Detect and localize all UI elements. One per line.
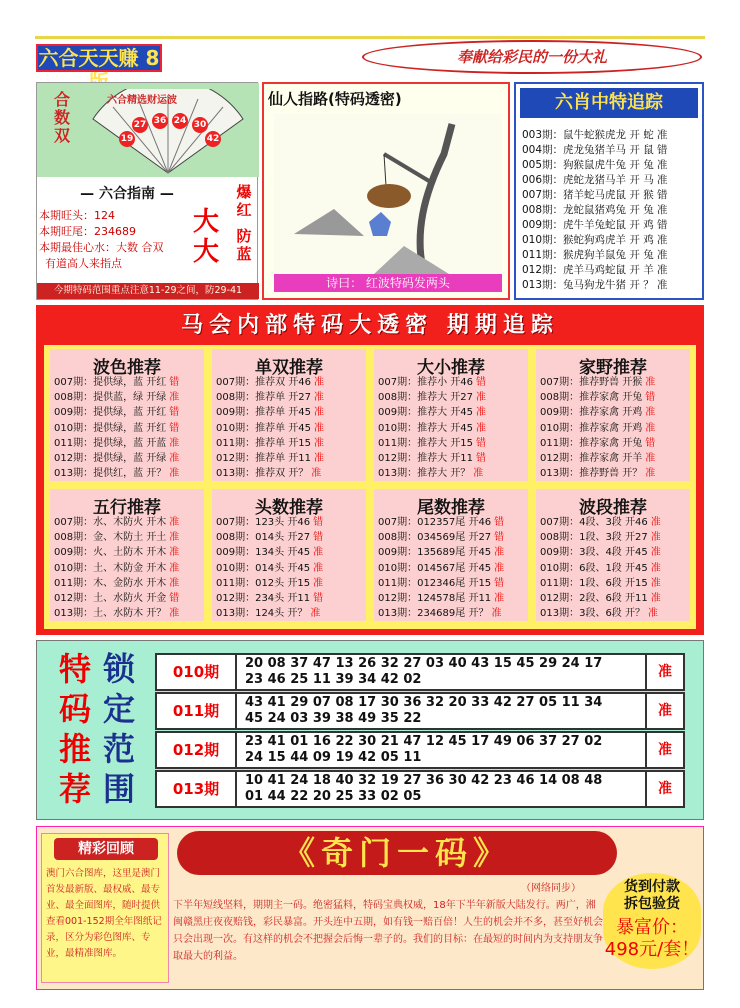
- horse-cards: [44, 345, 696, 629]
- lock-row: [155, 731, 685, 769]
- horse-card-row: 011期：012346尾 开15 错: [378, 577, 505, 589]
- lock-period: 011期: [157, 694, 237, 728]
- guide-line: 有道高人来指点: [45, 257, 122, 270]
- horse-card-row: 010期：014头 开45 准: [216, 562, 324, 574]
- lock-char: 推: [58, 730, 91, 768]
- lock-period: 013期: [157, 772, 237, 806]
- lock-mark: 准: [645, 694, 683, 728]
- horse-card-row: 010期：推荐家禽 开鸡 准: [540, 422, 656, 434]
- horse-card-row: 012期：提供绿，蓝 开绿 准: [54, 453, 180, 464]
- horse-card-title: 头数推荐: [255, 498, 323, 518]
- lock-char: 锁: [102, 650, 135, 688]
- guide-line: 本期旺尾：234689: [39, 225, 136, 238]
- fan-ball: 19: [119, 131, 135, 147]
- zodiac-row: 012期：虎羊马鸡蛇鼠 开 羊 准: [522, 264, 668, 276]
- horse-card-row: 013期：推荐大 开？ 准: [378, 468, 484, 480]
- horse-card-row: 009期：火、土防木 开木 准: [54, 547, 180, 559]
- horse-card-row: 010期：提供绿，蓝 开红 错: [54, 422, 180, 434]
- horse-card-row: 009期：推荐单 开45 准: [216, 407, 324, 419]
- horse-card-row: 010期：土、木防金 开木 准: [54, 562, 180, 574]
- horse-card-row: 009期：3段、4段 开45 准: [540, 547, 661, 559]
- horse-panel: [36, 305, 704, 635]
- big-char: 大: [193, 237, 220, 267]
- horse-card-row: 009期：135689尾 开45 准: [378, 547, 505, 559]
- lock-left-col: [55, 649, 95, 809]
- tree-barrel-icon: [274, 114, 502, 274]
- horse-card-row: 013期：提供红，蓝 开？ 准: [54, 468, 180, 480]
- horse-card-row: 012期：土、水防火 开金 错: [54, 593, 180, 604]
- horse-card-row: 012期：推荐家禽 开羊 准: [540, 453, 656, 464]
- lock-numbers: 43 41 29 07 08 17 30 36 32 20 33 42 27 05 11 34 45 24 03 39 38 49 35 22: [245, 695, 603, 726]
- horse-card-row: 010期：推荐单 开45 准: [216, 422, 324, 434]
- side-blue: 防蓝: [236, 227, 252, 263]
- horse-card-row: 008期：推荐家禽 开兔 错: [540, 392, 656, 404]
- horse-card-title: 大小推荐: [417, 358, 485, 378]
- horse-card-row: 007期：提供绿，蓝 开红 错: [54, 377, 180, 388]
- horse-card-row: 007期：123头 开46 错: [216, 517, 324, 528]
- horse-card-row: 009期：134头 开45 准: [216, 547, 324, 559]
- fan-ball: 27: [132, 117, 148, 133]
- guide-panel: [36, 82, 258, 300]
- horse-card-row: 013期：推荐双 开？ 准: [216, 468, 322, 480]
- horse-card-title: 尾数推荐: [417, 498, 485, 518]
- horse-card-row: 008期：014头 开27 错: [216, 532, 324, 544]
- lock-numbers: 23 41 01 16 22 30 21 47 12 45 17 49 06 37 27 02 24 15 44 09 19 42 05 11: [245, 734, 603, 765]
- zodiac-row: 008期：龙蛇鼠猪鸡兔 开 兔 准: [522, 204, 668, 216]
- bottom-panel: [36, 826, 704, 990]
- lock-mark: 准: [645, 655, 683, 689]
- horse-card-row: 013期：124头 开？ 准: [216, 608, 321, 620]
- horse-card-row: 011期：推荐单 开15 准: [216, 437, 324, 449]
- lock-mark: 准: [645, 772, 683, 806]
- horse-card: [212, 349, 366, 481]
- horse-card-row: 011期：提供绿，蓝 开蓝 准: [54, 437, 180, 449]
- zodiac-row: 005期：狗猴鼠虎牛兔 开 兔 准: [522, 159, 668, 171]
- lock-char: 范: [102, 730, 135, 768]
- price-badge-bottom: 暴富价： 498元/套！: [604, 917, 700, 960]
- horse-card-row: 007期：推荐双 开46 准: [216, 377, 324, 388]
- zodiac-row: 009期：虎牛羊兔蛇鼠 开 鸡 错: [522, 219, 668, 231]
- immortal-title: 仙人指路(特码透密): [268, 90, 402, 108]
- horse-card-row: 012期：124578尾 开11 准: [378, 593, 505, 604]
- bottom-body: 下半年短线坚料，期期主一码。绝密猛料，特码宝典权威，18年下半年新版大陆发行。两广，湘闽赣黑庄夜夜赔钱，彩民暴富。开头连中五期，如有钱一赔百倍！人生的机会并不多，甚至好机会只会出现一次。有这样的机会不把握会后悔一辈子的。我们的目标：在最短的时间内为支持朋友争取最大的利益。: [173, 900, 603, 962]
- horse-card: [50, 349, 204, 481]
- horse-card-row: 008期：金、木防土 开土 准: [54, 532, 180, 544]
- fan-title: 六合精选财运波: [107, 95, 177, 106]
- lock-right-col: [99, 649, 139, 809]
- horse-card-row: 011期：推荐大 开15 错: [378, 437, 486, 449]
- horse-card-row: 012期：2段、6段 开11 准: [540, 593, 661, 604]
- horse-card: [50, 489, 204, 621]
- horse-card-row: 012期：234头 开11 错: [216, 593, 324, 604]
- horse-card: [536, 489, 690, 621]
- lock-period: 010期: [157, 655, 237, 689]
- zodiac-row: 007期：猪羊蛇马虎鼠 开 猴 错: [522, 189, 668, 201]
- zodiac-row: 013期：兔马狗龙牛猪 开 ？ 准: [522, 279, 668, 291]
- review-box: [41, 833, 169, 983]
- horse-card-row: 010期：6段、1段 开45 准: [540, 562, 661, 574]
- header-divider: [35, 36, 705, 39]
- horse-card-title: 五行推荐: [93, 498, 161, 518]
- six-zodiac-panel: [514, 82, 704, 300]
- lock-char: 特: [58, 650, 91, 688]
- immortal-illustration: [274, 114, 502, 274]
- zodiac-row: 010期：猴蛇狗鸡虎羊 开 鸡 准: [522, 234, 668, 246]
- horse-card-row: 011期：012头 开15 准: [216, 577, 324, 589]
- fan-ball: 42: [205, 131, 221, 147]
- fan-ball: 36: [152, 113, 168, 129]
- lock-numbers: 10 41 24 18 40 32 19 27 36 30 42 23 46 14 08 48 01 44 22 20 25 33 02 05: [245, 773, 603, 804]
- horse-card-row: 009期：提供绿，蓝 开红 错: [54, 407, 180, 419]
- horse-card: [374, 349, 528, 481]
- six-zodiac-title: 六肖中特追踪: [520, 88, 698, 118]
- horse-card-row: 007期：012357尾 开46 错: [378, 517, 505, 528]
- fan-ball: 24: [172, 113, 188, 129]
- fan-illustration: [37, 83, 259, 177]
- horse-card-row: 007期：4段、3段 开46 准: [540, 517, 661, 528]
- horse-card-row: 008期：推荐单 开27 准: [216, 392, 324, 404]
- horse-card-row: 012期：推荐单 开11 准: [216, 453, 324, 464]
- lock-mark: 准: [645, 733, 683, 767]
- horse-card: [536, 349, 690, 481]
- side-red: 爆红: [236, 183, 252, 219]
- lock-char: 围: [102, 770, 135, 808]
- lock-row: [155, 692, 685, 730]
- horse-card-title: 波段推荐: [579, 498, 647, 518]
- lock-period: 012期: [157, 733, 237, 767]
- horse-card-row: 007期：推荐野兽 开猴 准: [540, 377, 656, 388]
- zodiac-row: 006期：虎蛇龙猪马羊 开 马 准: [522, 174, 668, 186]
- lock-char: 荐: [58, 770, 91, 808]
- horse-card-row: 008期：1段、3段 开27 准: [540, 532, 661, 544]
- page-logo: 六合天天赚 8: [36, 44, 162, 72]
- header-slogan: 奉献给彩民的一份大礼: [362, 40, 702, 74]
- immortal-panel: [262, 82, 510, 300]
- price-badge-top: 货到付款 拆包验货: [624, 879, 680, 912]
- horse-card-row: 011期：木、金防水 开木 准: [54, 577, 180, 589]
- horse-card: [212, 489, 366, 621]
- price-badge: [603, 873, 701, 969]
- immortal-poem: 诗曰： 红波特码发两头: [274, 274, 502, 292]
- guide-title: — 六合指南 —: [80, 186, 174, 202]
- fan-label: 合数双: [53, 90, 70, 145]
- qimen-title: 《奇门一码》: [177, 831, 617, 875]
- horse-card-row: 008期：提供蓝，绿 开绿 准: [54, 392, 180, 404]
- horse-card-row: 013期：234689尾 开？ 准: [378, 608, 502, 620]
- fan-ball: 30: [192, 117, 208, 133]
- horse-card-row: 012期：推荐大 开11 错: [378, 453, 486, 464]
- zodiac-row: 003期：鼠牛蛇猴虎龙 开 蛇 准: [522, 129, 668, 141]
- guide-notice: 今期特码范围重点注意11-29之间，防29-41: [37, 283, 259, 299]
- horse-card: [374, 489, 528, 621]
- horse-card-title: 家野推荐: [579, 358, 647, 378]
- zodiac-row: 004期：虎龙兔猪羊马 开 鼠 错: [522, 144, 668, 156]
- horse-card-row: 007期：水、木防火 开木 准: [54, 517, 180, 528]
- horse-card-title: 波色推荐: [93, 358, 161, 378]
- horse-card-row: 007期：推荐小 开46 错: [378, 377, 486, 388]
- review-text: 澳门六合图库，这里是澳门首发最新版、最权威、最专业、最全面图库，随时提供查看001-152期全年图纸记录，区分为彩色图库、专业，最精准图库。: [46, 868, 162, 959]
- horse-card-row: 010期：推荐大 开45 准: [378, 422, 486, 434]
- lock-numbers: 20 08 37 47 13 26 32 27 03 40 43 15 45 29 24 17 23 46 25 11 39 34 42 02: [245, 656, 603, 687]
- guide-line: 本期最佳心水：大数 合双: [39, 241, 164, 254]
- horse-card-row: 011期：1段、6段 开15 准: [540, 577, 661, 589]
- zodiac-row: 011期：猴虎狗羊鼠兔 开 兔 准: [522, 249, 668, 261]
- lock-char: 定: [102, 690, 135, 728]
- lock-row: [155, 770, 685, 808]
- horse-card-row: 009期：推荐家禽 开鸡 准: [540, 407, 656, 419]
- horse-card-row: 013期：土、水防木 开？ 准: [54, 608, 180, 620]
- horse-card-title: 单双推荐: [255, 358, 323, 378]
- review-title: 精彩回顾: [54, 838, 158, 860]
- horse-card-row: 011期：推荐家禽 开兔 错: [540, 437, 656, 449]
- horse-card-row: 013期：3段、6段 开？ 准: [540, 608, 658, 620]
- horse-card-row: 010期：014567尾 开45 准: [378, 562, 505, 574]
- horse-card-row: 009期：推荐大 开45 准: [378, 407, 486, 419]
- lock-panel: [36, 640, 704, 820]
- big-char: 大: [193, 207, 220, 237]
- horse-card-row: 008期：034569尾 开27 错: [378, 532, 505, 544]
- lock-char: 码: [58, 690, 91, 728]
- horse-card-row: 008期：推荐大 开27 准: [378, 392, 486, 404]
- lock-row: [155, 653, 685, 691]
- guide-line: 本期旺头：124: [39, 209, 115, 222]
- horse-card-row: 013期：推荐野兽 开？ 准: [540, 468, 656, 480]
- horse-title: 马会内部特码大透密 期期追踪: [181, 313, 559, 338]
- network-sync: （网络同步）: [521, 883, 581, 894]
